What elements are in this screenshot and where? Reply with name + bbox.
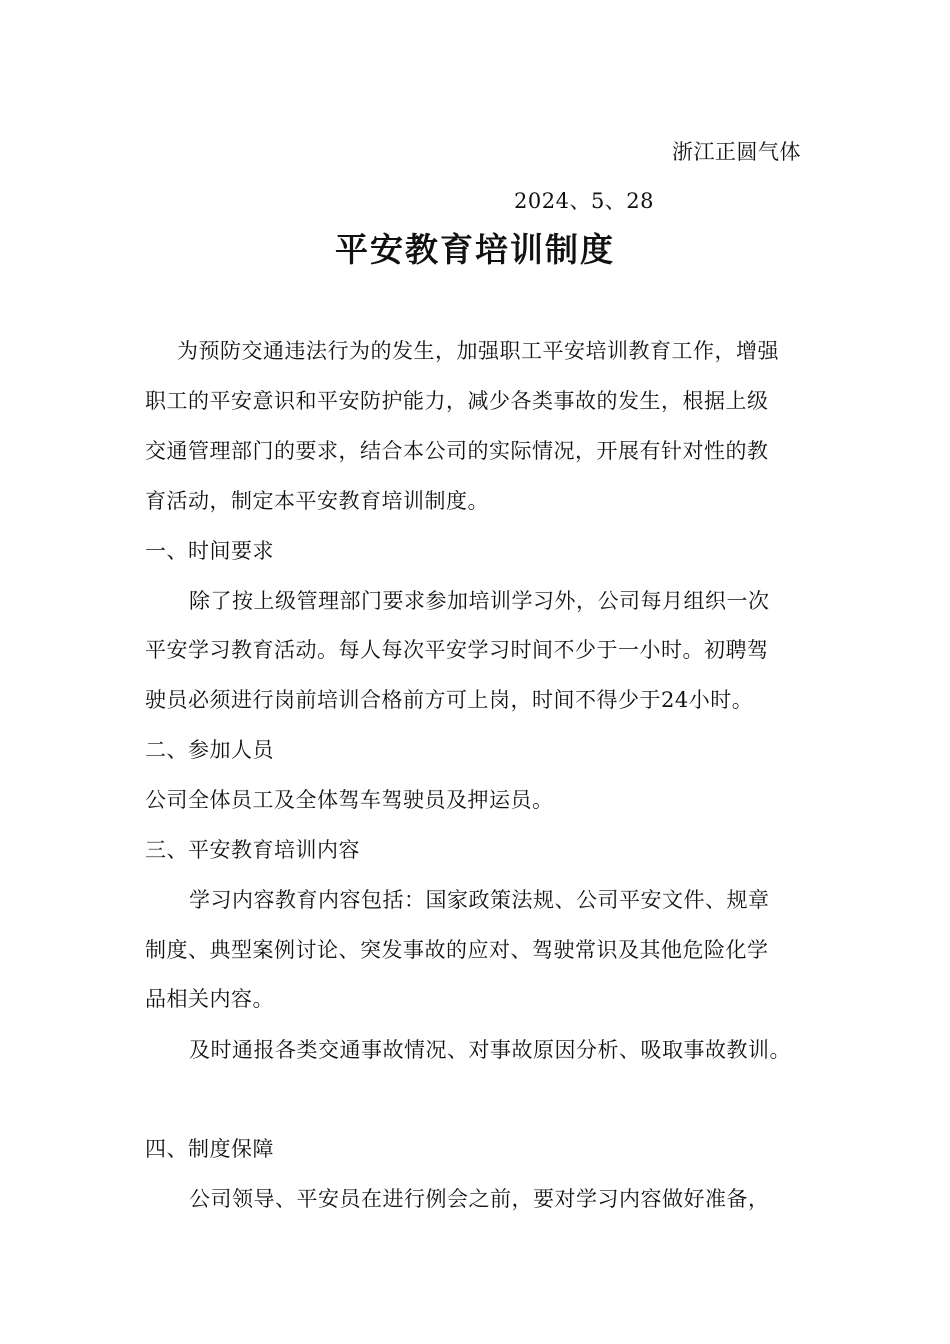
section-heading-guarantee: 四、制度保障 [145, 1137, 274, 1161]
section-heading-time: 一、时间要求 [145, 539, 274, 563]
section-heading-participants: 二、参加人员 [145, 738, 274, 762]
section3-line-2: 制度、典型案例讨论、突发事故的应对、驾驶常识及其他危险化学 [145, 938, 769, 962]
section1-line-1: 除了按上级管理部门要求参加培训学习外，公司每月组织一次 [189, 589, 770, 613]
intro-line-4: 育活动，制定本平安教育培训制度。 [145, 489, 489, 513]
document-title: 平安教育培训制度 [335, 230, 615, 269]
section3-extra-line: 及时通报各类交通事故情况、对事故原因分析、吸取事故教训。 [189, 1038, 791, 1062]
section1-line-3: 驶员必须进行岗前培训合格前方可上岗，时间不得少于24小时。 [145, 688, 754, 712]
section-heading-content: 三、平安教育培训内容 [145, 838, 360, 862]
document-date: 2024、5、28 [514, 189, 655, 213]
section1-line-2: 平安学习教育活动。每人每次平安学习时间不少于一小时。初聘驾 [145, 638, 769, 662]
intro-line-2: 职工的平安意识和平安防护能力，减少各类事故的发生，根据上级 [145, 389, 769, 413]
intro-line-3: 交通管理部门的要求，结合本公司的实际情况，开展有针对性的教 [145, 439, 769, 463]
section4-line-1: 公司领导、平安员在进行例会之前，要对学习内容做好准备， [189, 1187, 770, 1211]
intro-line-1: 为预防交通违法行为的发生，加强职工平安培训教育工作，增强 [177, 339, 779, 363]
section3-line-3: 品相关内容。 [145, 987, 274, 1011]
company-name: 浙江正圆气体 [672, 140, 801, 164]
section2-line-1: 公司全体员工及全体驾车驾驶员及押运员。 [145, 788, 554, 812]
section3-line-1: 学习内容教育内容包括：国家政策法规、公司平安文件、规章 [189, 888, 770, 912]
